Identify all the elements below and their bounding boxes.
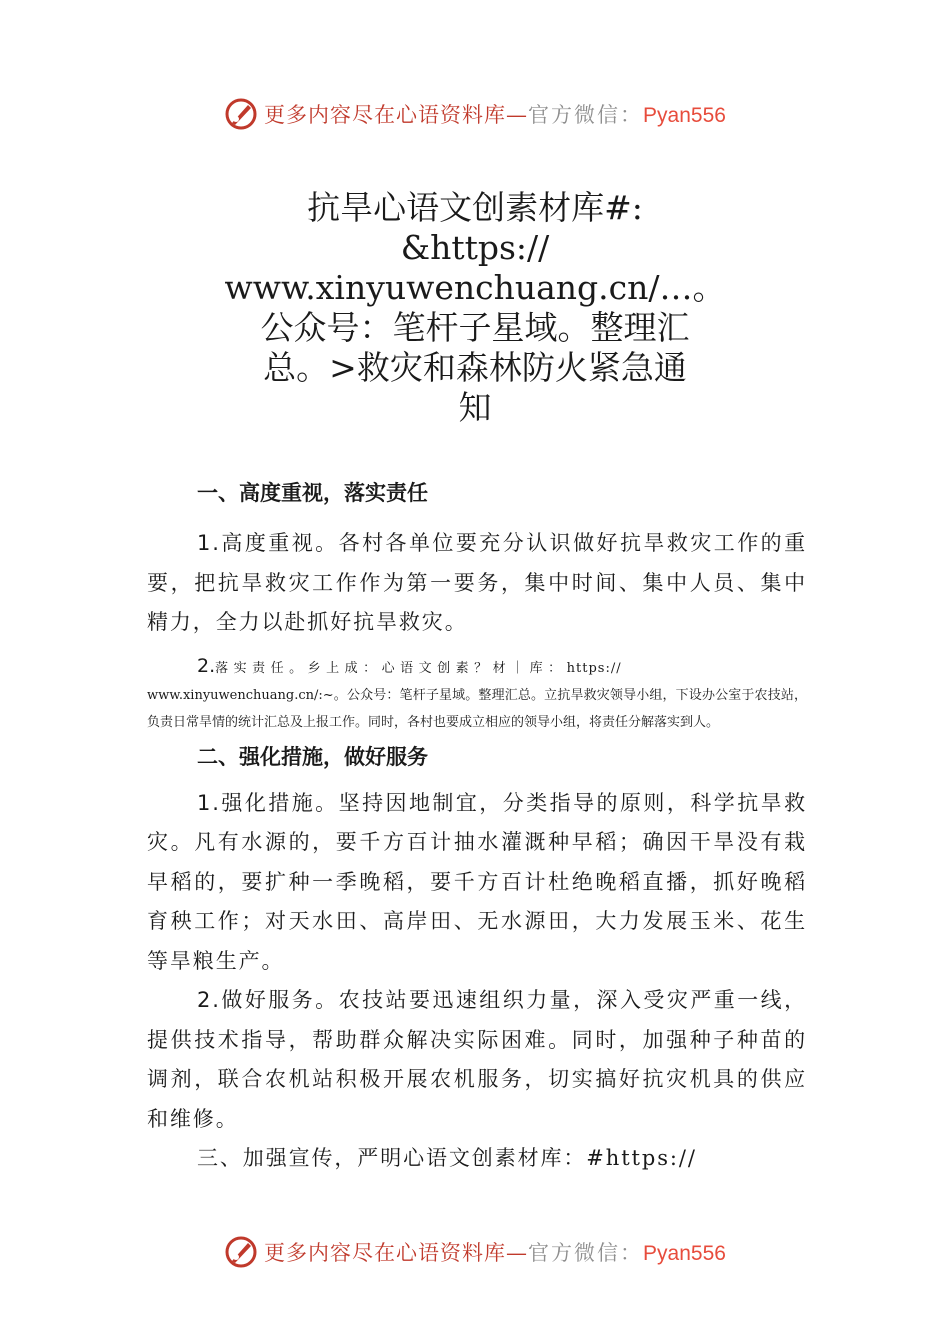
header-watermark-banner (0, 94, 950, 134)
quill-logo-icon (224, 97, 258, 131)
document-body (147, 480, 807, 1179)
banner-text: 更多内容尽在心语资料库—官方微信：Pyan556 (264, 103, 726, 127)
section-heading-3: 三、加强宣传，严明心语文创素材库：#https:// (197, 1146, 697, 1170)
paragraph-1: 1.高度重视。各村各单位要充分认识做好抗旱救灾工作的重要，把抗旱救灾工作作为第一要务，集中时间、集中人员、集中精力，全力以赴抓好抗旱救灾。 (147, 531, 807, 634)
quill-logo-icon (224, 1235, 258, 1269)
banner-text: 更多内容尽在心语资料库—官方微信：Pyan556 (264, 1241, 726, 1265)
section-heading-2: 二、强化措施，做好服务 (197, 744, 428, 769)
paragraph-2: 2.落实责任。乡上成：心语文创素？材｜库：https:// www.xinyuwenchuang.cn/:~。公众号：笔杆子星域。整理汇总。立抗旱救灾领导小组，下设办公室于农技站，负责日常旱情的统计汇总及上报工作。同时，各村也要成立相应的领导小组，将责任分解落实到人。 (147, 654, 807, 730)
page-title: 抗旱心语文创素材库#: &https:// www.xinyuwenchuang.cn/…。 公众号：笔杆子星域。整理汇 总。>救灾和森林防火紧急通 知 (224, 188, 726, 427)
paragraph-4: 2.做好服务。农技站要迅速组织力量，深入受灾严重一线，提供技术指导，帮助群众解决实际困难。同时，加强种子种苗的调剂，联合农机站积极开展农机服务，切实搞好抗灾机具的供应和维修。 (147, 988, 807, 1131)
section-heading-1: 一、高度重视，落实责任 (197, 481, 428, 505)
footer-watermark-banner (0, 1232, 950, 1272)
paragraph-3: 1.强化措施。坚持因地制宜，分类指导的原则，科学抗旱救灾。凡有水源的，要千方百计抽水灌溉种早稻；确因干旱没有栽早稻的，要扩种一季晚稻，要千方百计杜绝晚稻直播，抓好晚稻育秧工作；对天水田、高岸田、无水源田，大力发展玉米、花生等旱粮生产。 (147, 790, 807, 973)
